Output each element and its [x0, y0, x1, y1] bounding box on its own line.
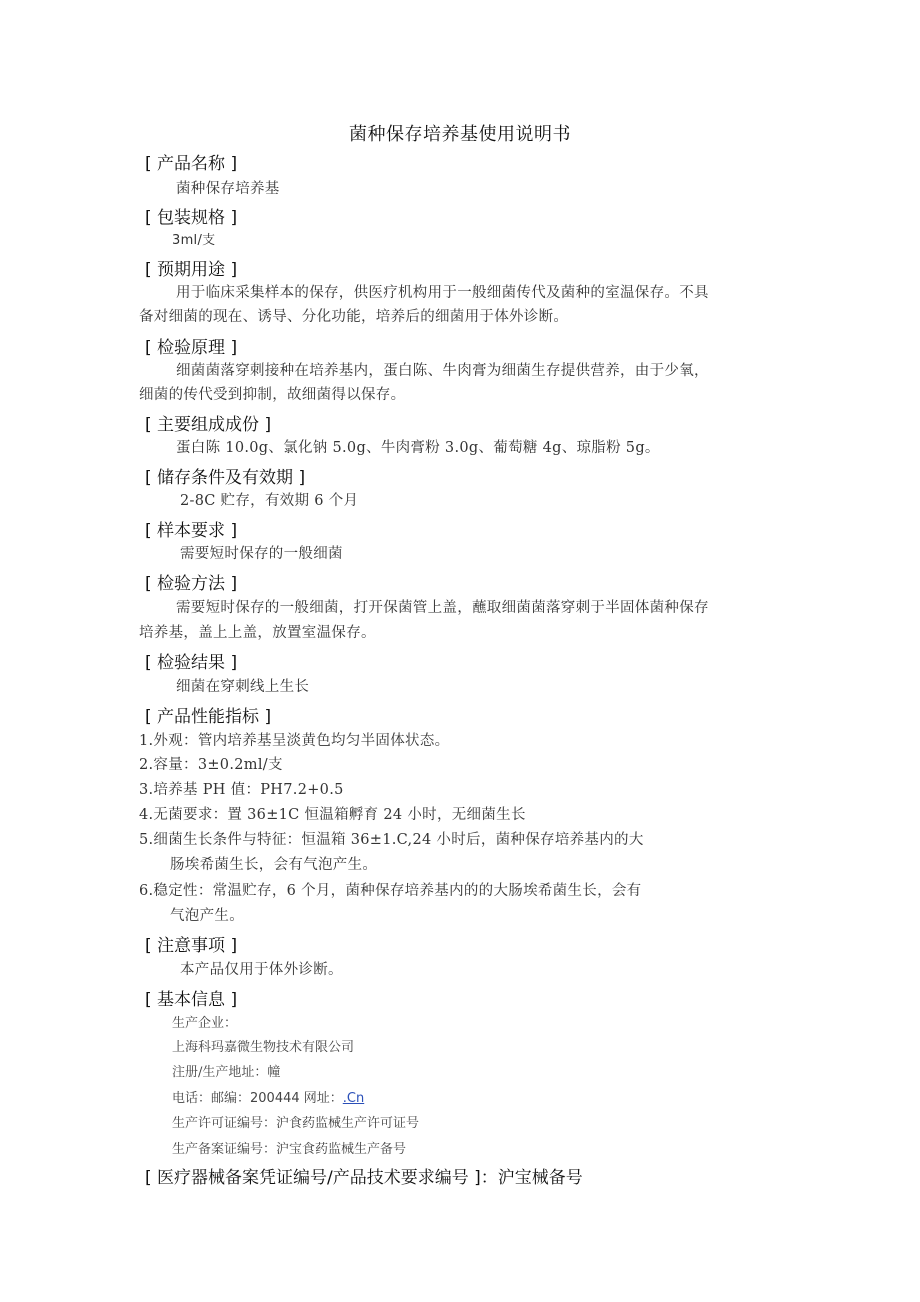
- heading-package: [ 包装规格 ]: [145, 208, 238, 228]
- performance-item-1: 1.外观：管内培养基呈淡黄色均匀半固体状态。: [139, 733, 450, 749]
- heading-sample: [ 样本要求 ]: [145, 521, 238, 541]
- document-title: 菌种保存培养基使用说明书: [349, 124, 571, 145]
- heading-composition: [ 主要组成成份 ]: [145, 415, 272, 435]
- heading-performance: [ 产品性能指标 ]: [145, 707, 272, 727]
- contact-line: [172, 1087, 364, 1106]
- composition-text: 蛋白陈 10.0g、氯化钠 5.0g、牛肉膏粉 3.0g、葡萄糖 4g、琼脂粉 5g。: [176, 440, 660, 456]
- package-text: 3ml/支: [172, 233, 216, 248]
- intended-use-line-1: 用于临床采集样本的保存，供医疗机构用于一般细菌传代及菌种的室温保存。不具: [176, 285, 709, 301]
- company-label: 生产企业：: [172, 1016, 238, 1031]
- principle-line-2: 细菌的传代受到抑制，故细菌得以保存。: [139, 387, 406, 403]
- product-name-text: 菌种保存培养基: [176, 181, 280, 197]
- performance-item-2: 2.容量：3±0.2ml/支: [139, 757, 283, 773]
- heading-device-record: [ 医疗器械备案凭证编号/产品技术要求编号 ]：沪宝械备号: [145, 1168, 583, 1188]
- heading-principle: [ 检验原理 ]: [145, 338, 238, 358]
- heading-intended-use: [ 预期用途 ]: [145, 260, 238, 280]
- notes-text: 本产品仅用于体外诊断。: [180, 962, 343, 978]
- performance-item-6: 6.稳定性：常温贮存，6 个月，菌种保存培养基内的的大肠埃希菌生长，会有: [139, 883, 642, 899]
- heading-storage: [ 储存条件及有效期 ]: [145, 468, 306, 488]
- storage-text: 2-8C 贮存，有效期 6 个月: [180, 493, 359, 509]
- performance-item-3: 3.培养基 PH 值：PH7.2+0.5: [139, 782, 344, 798]
- performance-item-5-cont: 肠埃希菌生长，会有气泡产生。: [170, 857, 378, 873]
- sample-text: 需要短时保存的一般细菌: [180, 546, 343, 562]
- method-line-1: 需要短时保存的一般细菌，打开保菌管上盖，蘸取细菌菌落穿刺于半固体菌种保存: [176, 600, 709, 616]
- principle-line-1: 细菌菌落穿刺接种在培养基内，蛋白陈、牛肉膏为细菌生存提供营养，由于少氧，: [176, 363, 709, 379]
- performance-item-4: 4.无菌要求：置 36±1C 恒温箱孵育 24 小时，无细菌生长: [139, 807, 526, 823]
- heading-notes: [ 注意事项 ]: [145, 936, 238, 956]
- heading-product-name: [ 产品名称 ]: [145, 154, 238, 174]
- heading-result: [ 检验结果 ]: [145, 653, 238, 673]
- heading-basic-info: [ 基本信息 ]: [145, 990, 238, 1010]
- contact-text: 电话：邮编：200444 网址：: [172, 1091, 343, 1106]
- result-text: 细菌在穿刺线上生长: [176, 679, 310, 695]
- heading-method: [ 检验方法 ]: [145, 574, 238, 594]
- production-filing: 生产备案证编号：沪宝食药监械生产备号: [172, 1142, 407, 1157]
- intended-use-line-2: 备对细菌的现在、诱导、分化功能，培养后的细菌用于体外诊断。: [139, 309, 569, 325]
- method-line-2: 培养基，盖上上盖，放置室温保存。: [139, 625, 376, 641]
- company-address: 注册/生产地址：幢: [172, 1065, 281, 1080]
- performance-item-5: 5.细菌生长条件与特征：恒温箱 36±1.C,24 小时后，菌种保存培养基内的大: [139, 832, 644, 848]
- website-link[interactable]: .Cn: [342, 1091, 365, 1106]
- performance-item-6-cont: 气泡产生。: [170, 908, 244, 924]
- production-license: 生产许可证编号：沪食药监械生产许可证号: [172, 1116, 420, 1131]
- company-name: 上海科玛嘉微生物技术有限公司: [172, 1040, 355, 1055]
